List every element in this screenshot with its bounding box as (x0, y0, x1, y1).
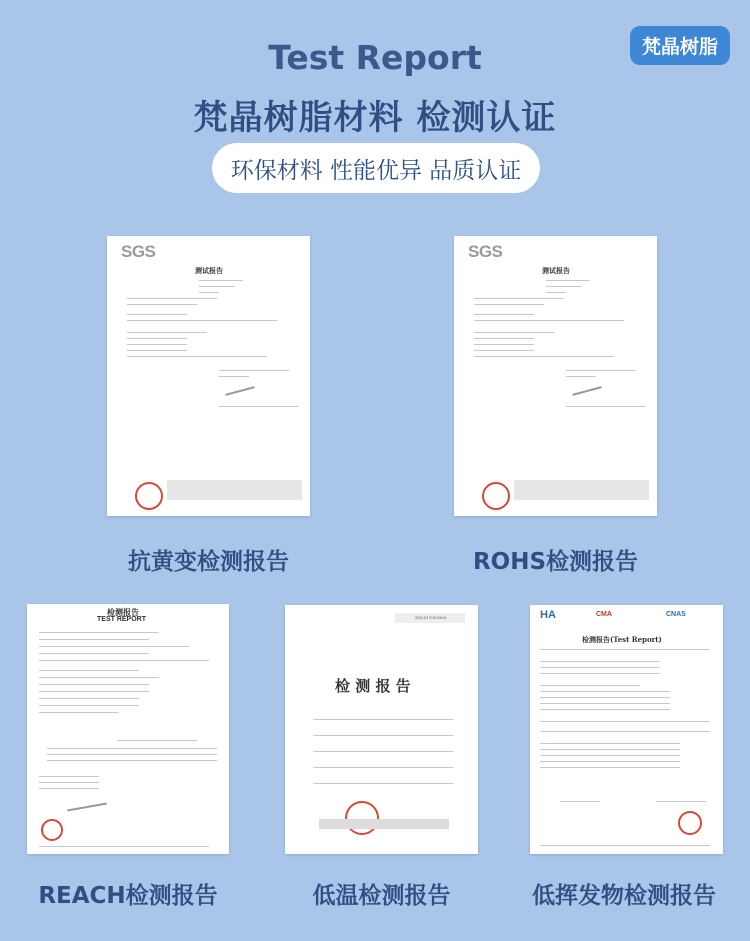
caption-report-2: ROHS检测报告 (472, 549, 639, 575)
report-number: ZQ2017003300 (415, 615, 447, 620)
brand-badge: 梵晶树脂 (630, 26, 730, 65)
stamp (678, 811, 702, 835)
document-title: 测试报告 (542, 266, 570, 275)
document-title: 检测报告(Test Report) (582, 635, 662, 644)
report-document-4 (285, 605, 478, 854)
document-title: 检 测 报 告 (335, 677, 411, 695)
document-subtitle: TEST REPORT (97, 616, 147, 623)
stamp (482, 482, 510, 510)
tagline-pill (212, 143, 540, 193)
report-document-3 (27, 604, 229, 854)
document-title: 测试报告 (195, 266, 223, 275)
caption-report-5: 低挥发物检测报告 (532, 883, 716, 909)
sgs-logo: SGS (468, 242, 503, 261)
caption-report-3: REACH检测报告 (38, 883, 218, 909)
caption-report-4: 低温检测报告 (312, 883, 451, 909)
stamp (345, 801, 379, 835)
page-title-en: Test Report (268, 38, 482, 77)
document-title: 检测报告 (107, 607, 139, 617)
stamp (135, 482, 163, 510)
sgs-logo: SGS (121, 242, 156, 261)
report-document-2 (454, 236, 657, 516)
page-title-cn: 梵晶树脂材料 检测认证 (193, 98, 557, 138)
logo-cma: CMA (596, 611, 612, 618)
caption-report-1: 抗黄变检测报告 (128, 549, 289, 575)
logo-ha: HA (540, 609, 556, 621)
stamp (41, 819, 63, 841)
logo-cnas: CNAS (666, 611, 686, 618)
tagline-text: 环保材料 性能优异 品质认证 (230, 157, 522, 184)
report-document-5 (530, 605, 723, 854)
report-document-1 (107, 236, 310, 516)
